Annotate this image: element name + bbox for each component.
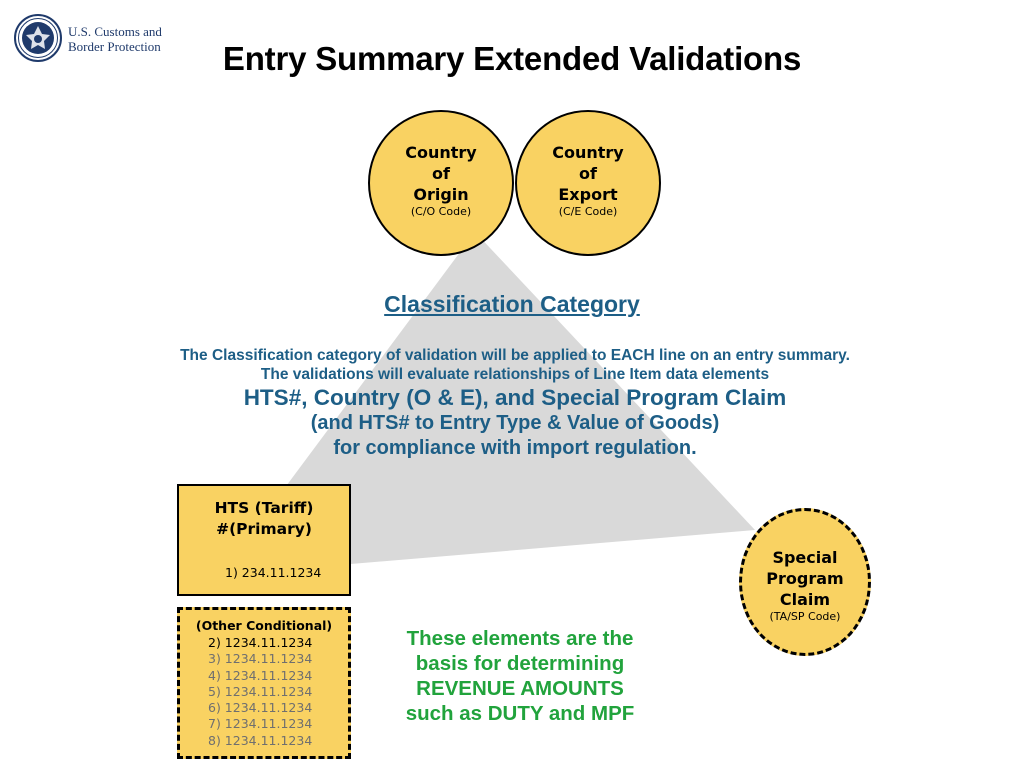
other-conditional-list xyxy=(208,635,312,749)
classification-description xyxy=(60,346,970,461)
logo-line-2: Border Protection xyxy=(68,39,161,54)
list-item: 7) 1234.11.1234 xyxy=(208,716,313,732)
revenue-line-1: These elements are the xyxy=(406,627,634,650)
description-subline-2: for compliance with import regulation. xyxy=(333,437,697,459)
other-conditional-title: (Other Conditional) xyxy=(195,618,333,633)
spc-line-3: Claim xyxy=(779,590,831,609)
page-title: Entry Summary Extended Validations xyxy=(222,40,802,77)
list-item: 2) 1234.11.1234 xyxy=(208,635,313,650)
origin-line-1: Country xyxy=(405,143,477,162)
hts-title-line-2: #(Primary) xyxy=(216,520,312,538)
origin-line-3: Origin xyxy=(413,185,469,204)
revenue-line-2: basis for determining xyxy=(415,652,625,675)
export-line-3: Export xyxy=(558,185,618,204)
revenue-line-3: REVENUE AMOUNTS xyxy=(416,677,624,700)
logo-line-1: U.S. Customs and xyxy=(68,24,162,39)
spc-line-1: Special xyxy=(772,548,838,567)
export-line-2: of xyxy=(579,164,597,183)
list-item: 8) 1234.11.1234 xyxy=(208,732,313,748)
spc-line-2: Program xyxy=(766,569,844,588)
hts-title-line-1: HTS (Tariff) xyxy=(214,499,314,517)
list-item: 6) 1234.11.1234 xyxy=(208,700,313,716)
hts-primary-box xyxy=(177,484,351,596)
special-program-claim-node xyxy=(739,508,871,656)
description-line-1: The Classification category of validation will be applied to EACH line on an entry summary. xyxy=(180,347,850,364)
spc-code: (TA/SP Code) xyxy=(769,610,841,623)
other-conditional-box xyxy=(177,607,351,759)
classification-category-title: Classification Category xyxy=(384,291,640,317)
revenue-line-4: such as DUTY and MPF xyxy=(405,702,635,725)
revenue-note xyxy=(360,626,680,726)
export-code: (C/E Code) xyxy=(558,205,618,218)
origin-code: (C/O Code) xyxy=(410,205,472,218)
list-item: 3) 1234.11.1234 xyxy=(208,651,313,667)
hts-primary-value: 1) 234.11.1234 xyxy=(225,565,322,580)
list-item: 5) 1234.11.1234 xyxy=(208,683,313,699)
description-subline-1: (and HTS# to Entry Type & Value of Goods) xyxy=(310,412,720,434)
description-elements-line: HTS#, Country (O & E), and Special Program Claim xyxy=(243,385,787,410)
origin-line-2: of xyxy=(432,164,450,183)
export-line-1: Country xyxy=(552,143,624,162)
country-of-origin-node xyxy=(368,110,514,256)
list-item: 4) 1234.11.1234 xyxy=(208,667,313,683)
country-of-export-node xyxy=(515,110,661,256)
description-line-2: The validations will evaluate relationships of Line Item data elements xyxy=(260,366,770,383)
